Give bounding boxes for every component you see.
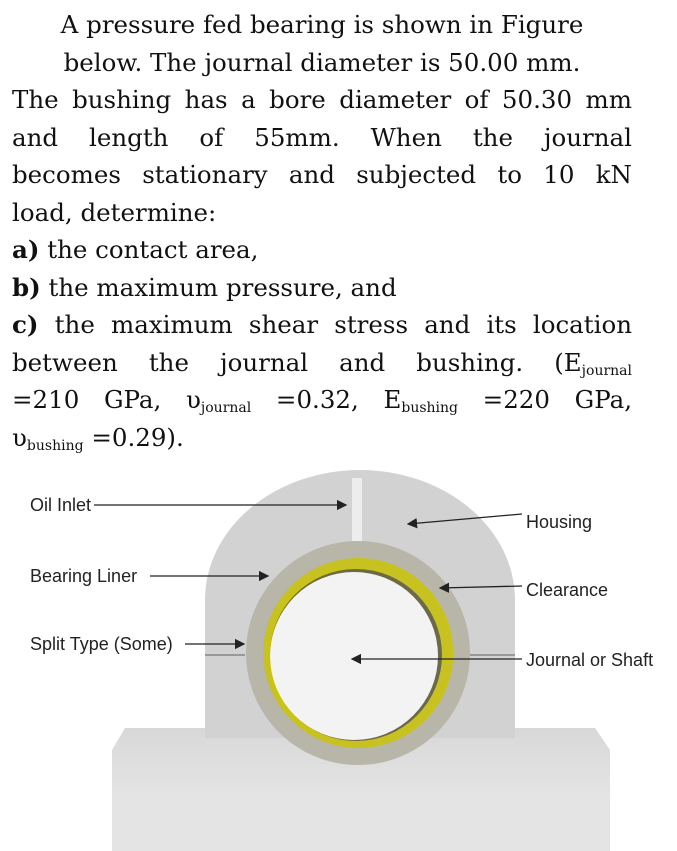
problem-line-11-c: =220 GPa, xyxy=(458,385,633,414)
problem-line-11-b: =0.32, E xyxy=(251,385,402,414)
problem-line-12-a: υ xyxy=(12,422,27,452)
sub-journal-1: journal xyxy=(581,362,632,379)
label-oil-inlet: Oil Inlet xyxy=(30,495,92,515)
problem-line-3: The bushing has a bore diameter of 50.30 mm xyxy=(12,85,632,114)
question-c xyxy=(12,306,632,344)
oil-inlet-channel xyxy=(352,478,362,546)
problem-line-2: below. The journal diameter is 50.00 mm. xyxy=(63,47,581,77)
question-b xyxy=(12,269,632,307)
bearing-figure xyxy=(0,470,677,851)
label-clearance: Clearance xyxy=(526,580,609,600)
problem-line-11-a: =210 GPa, υ xyxy=(12,385,201,414)
problem-line-6: load, determine: xyxy=(12,197,217,227)
base-bottom-band xyxy=(112,800,610,851)
label-housing: Housing xyxy=(526,512,593,532)
problem-line-10-text: between the journal and bushing. (E xyxy=(12,347,582,377)
problem-statement xyxy=(12,6,632,456)
label-split-type: Split Type (Some) xyxy=(30,634,173,654)
problem-line-5: becomes stationary and subjected to 10 kN xyxy=(12,160,632,189)
question-c-marker: c) xyxy=(12,310,39,339)
problem-line-12-b: =0.29). xyxy=(83,422,184,452)
sub-bushing-2: bushing xyxy=(26,437,84,454)
problem-line-12 xyxy=(12,419,632,457)
question-b-text: the maximum pressure, and xyxy=(40,272,397,302)
sub-bushing-1: bushing xyxy=(401,400,458,416)
question-a-marker: a) xyxy=(12,235,40,264)
question-b-marker: b) xyxy=(12,272,41,302)
label-bearing-liner: Bearing Liner xyxy=(30,566,138,586)
question-a xyxy=(12,231,632,269)
sub-journal-2: journal xyxy=(200,400,252,416)
journal-shaft xyxy=(270,572,438,740)
label-journal-shaft: Journal or Shaft xyxy=(526,650,654,670)
problem-line-1: A pressure fed bearing is shown in Figure xyxy=(60,10,584,39)
problem-line-4: and length of 55mm. When the journal xyxy=(12,122,632,152)
problem-line-11 xyxy=(12,381,632,419)
question-c-text: the maximum shear stress and its location xyxy=(38,310,632,339)
problem-line-10 xyxy=(12,344,632,382)
question-a-text: the contact area, xyxy=(39,235,259,264)
